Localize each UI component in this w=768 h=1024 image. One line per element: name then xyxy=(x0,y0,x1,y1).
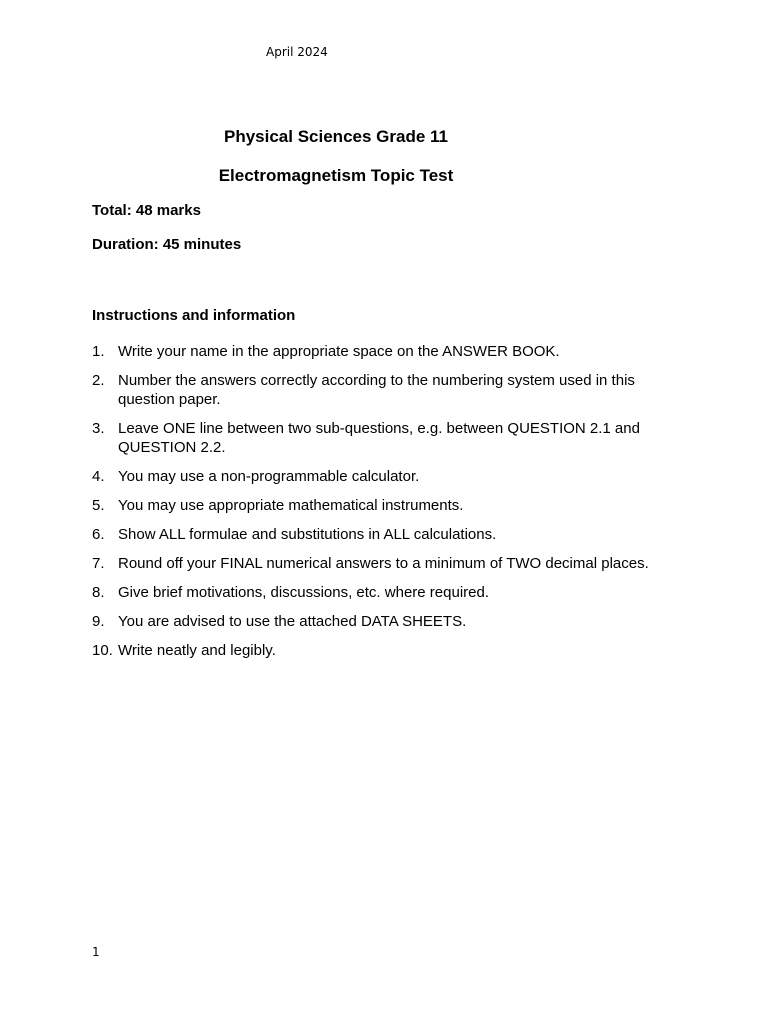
instructions-list xyxy=(92,342,682,670)
subject-title: Physical Sciences Grade 11 xyxy=(224,127,448,146)
list-item-text: Write neatly and legibly. xyxy=(118,642,276,659)
list-item xyxy=(92,583,682,602)
list-item-text: You may use a non-programmable calculator. xyxy=(118,468,420,485)
list-item-number: 1. xyxy=(92,343,105,360)
list-item-number: 9. xyxy=(92,613,105,630)
header-date: April 2024 xyxy=(266,45,328,59)
list-item-number: 4. xyxy=(92,468,105,485)
list-item xyxy=(92,342,682,361)
list-item xyxy=(92,525,682,544)
list-item xyxy=(92,419,682,457)
list-item xyxy=(92,612,682,631)
list-item xyxy=(92,496,682,515)
list-item-text: Round off your FINAL numerical answers to a minimum of TWO decimal places. xyxy=(118,555,649,572)
list-item xyxy=(92,467,682,486)
instructions-heading: Instructions and information xyxy=(92,307,296,324)
list-item-text: You may use appropriate mathematical instruments. xyxy=(118,497,464,514)
list-item-text: Number the answers correctly according to the numbering system used in this question paper. xyxy=(118,372,635,408)
list-item-number: 7. xyxy=(92,555,105,572)
list-item xyxy=(92,554,682,573)
list-item-number: 6. xyxy=(92,526,105,543)
list-item-number: 3. xyxy=(92,420,105,437)
list-item-text: Write your name in the appropriate space on the ANSWER BOOK. xyxy=(118,343,560,360)
list-item-number: 10. xyxy=(92,642,113,659)
list-item-text: Show ALL formulae and substitutions in ALL calculations. xyxy=(118,526,497,543)
list-item-number: 2. xyxy=(92,372,105,389)
list-item-number: 5. xyxy=(92,497,105,514)
list-item-text: Leave ONE line between two sub-questions, e.g. between QUESTION 2.1 and QUESTION 2.2. xyxy=(118,420,640,456)
list-item-number: 8. xyxy=(92,584,105,601)
list-item-text: Give brief motivations, discussions, etc. where required. xyxy=(118,584,489,601)
page-number: 1 xyxy=(92,945,100,959)
test-title: Electromagnetism Topic Test xyxy=(218,166,454,185)
list-item xyxy=(92,371,682,409)
duration: Duration: 45 minutes xyxy=(92,236,242,253)
list-item xyxy=(92,641,682,660)
total-marks: Total: 48 marks xyxy=(92,202,201,219)
list-item-text: You are advised to use the attached DATA SHEETS. xyxy=(118,613,467,630)
